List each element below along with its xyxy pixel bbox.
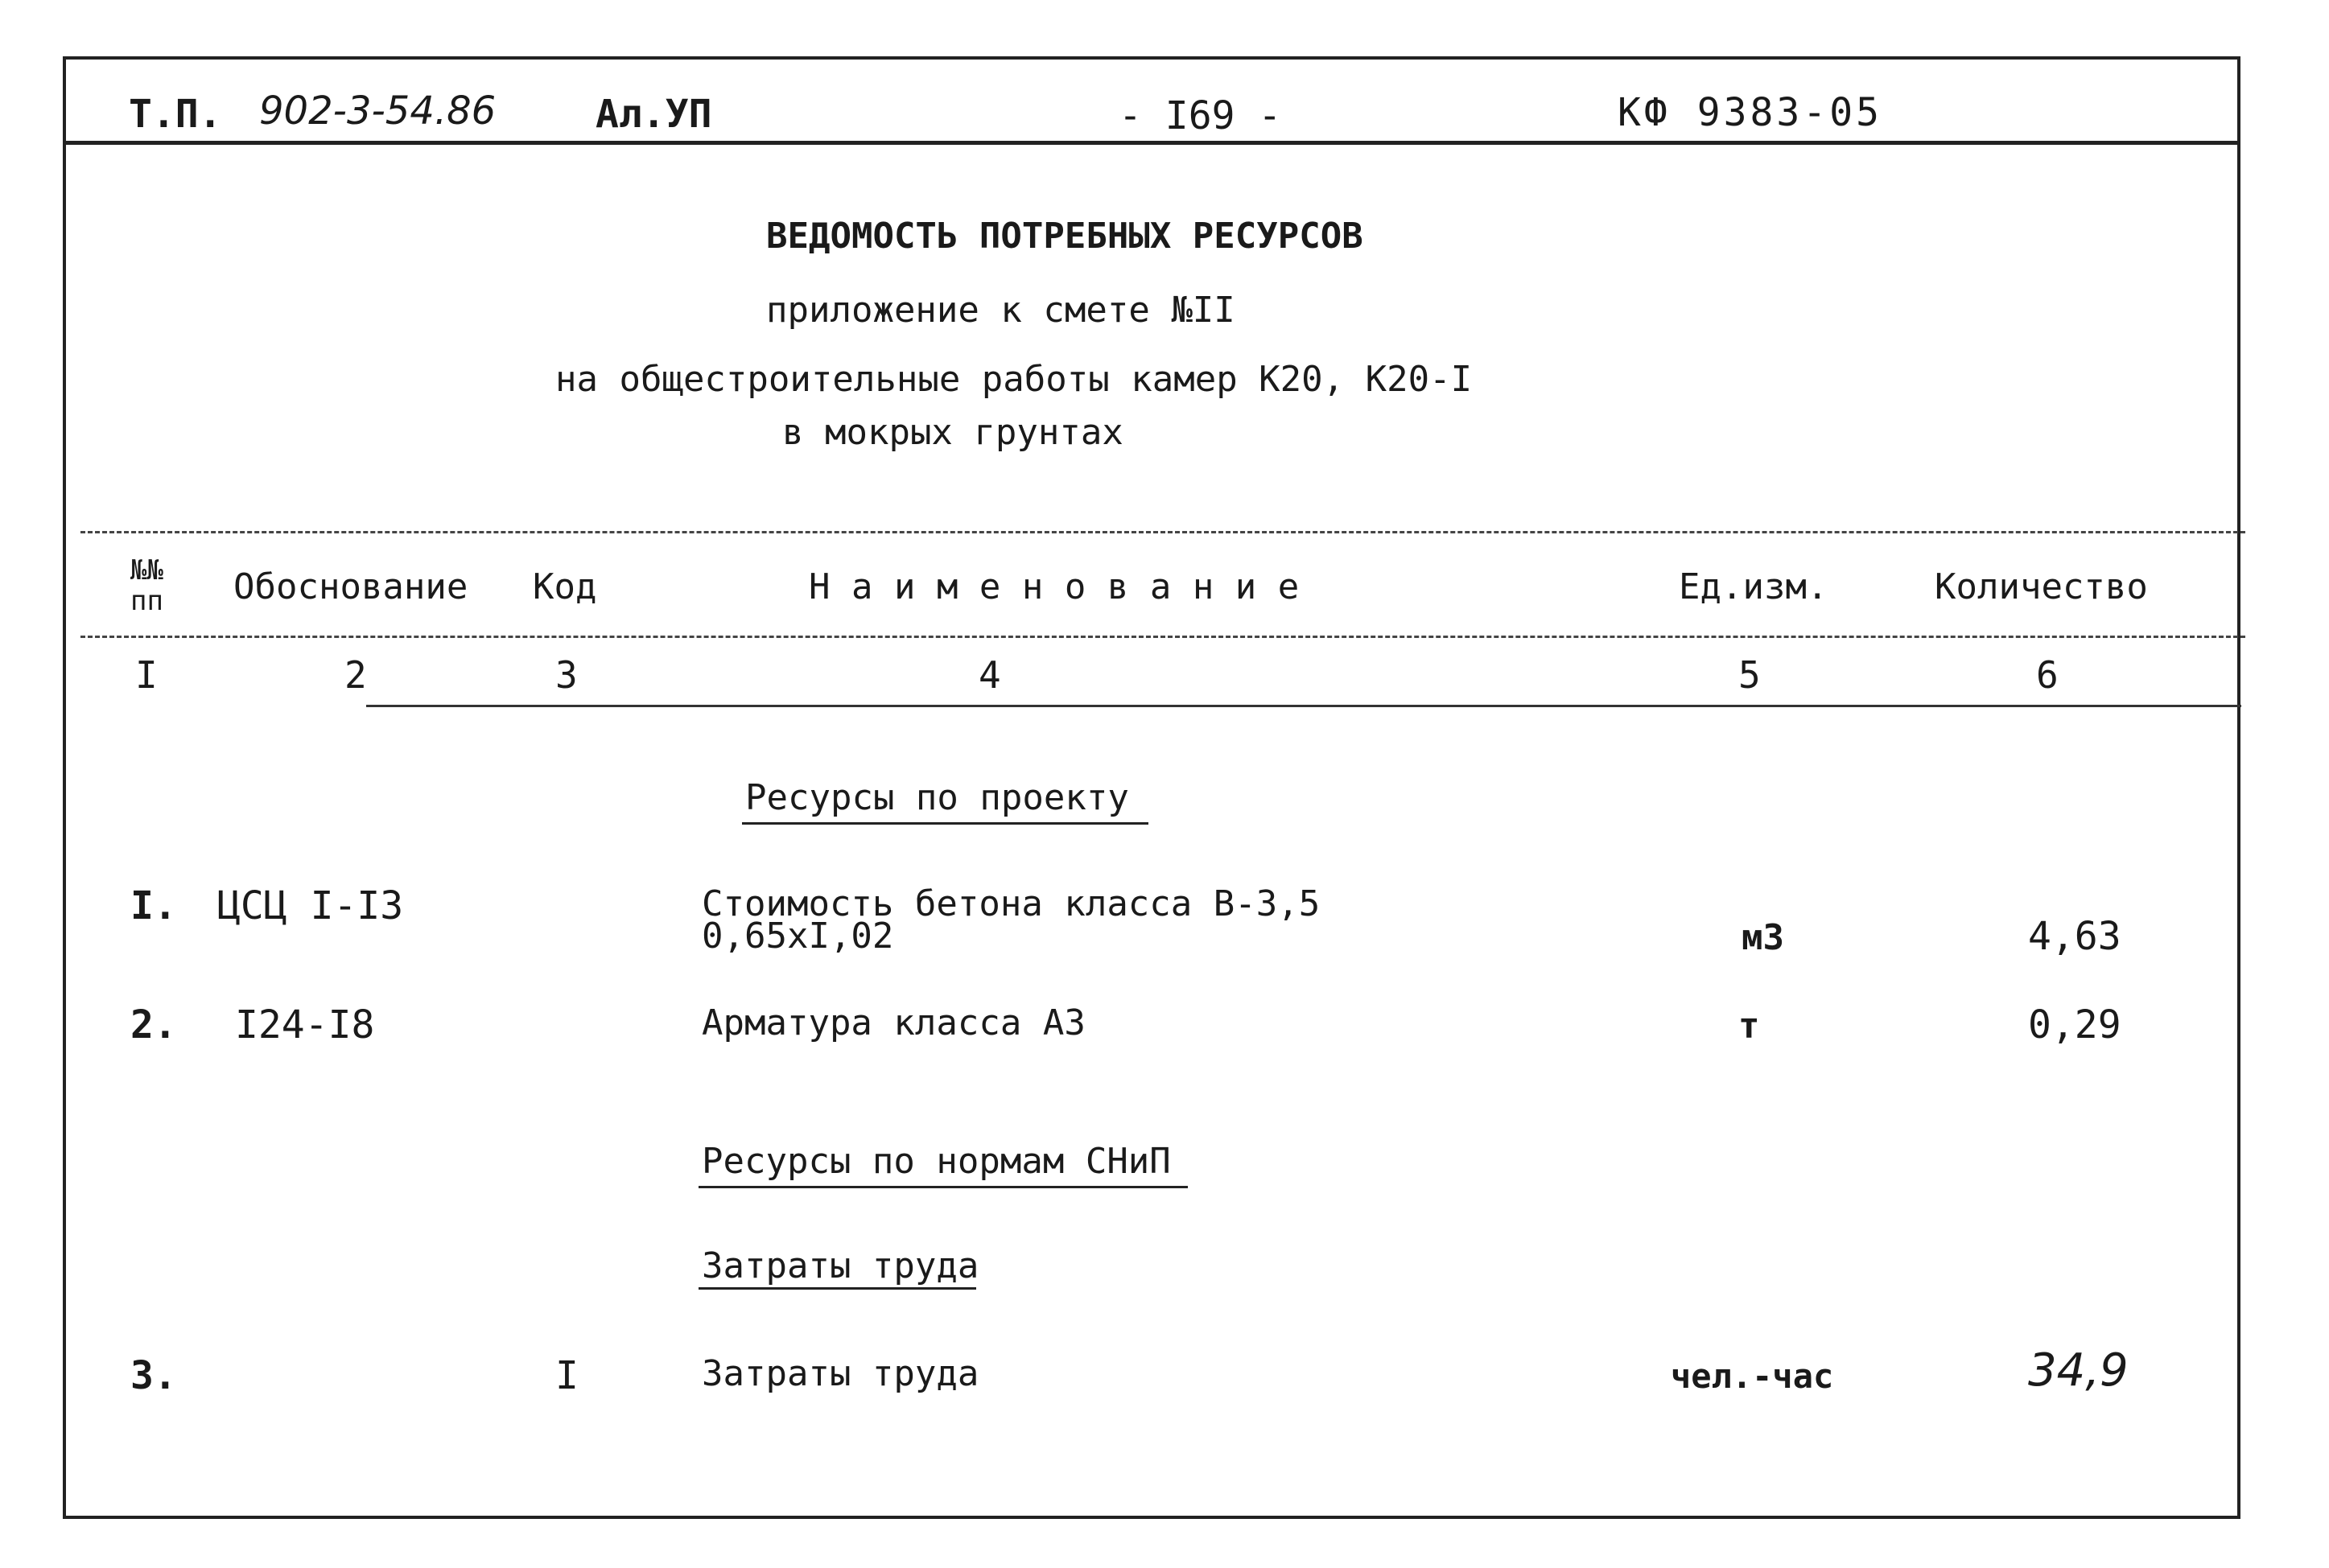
tp-label: Т.П. <box>129 92 222 137</box>
header-divider <box>66 141 2237 145</box>
project-number: 902-3-54.86 <box>259 88 497 134</box>
row-name: Арматура класса А3 <box>702 1002 1086 1043</box>
table-header-rule <box>80 636 2245 638</box>
page-number: - I69 - <box>1119 93 1282 138</box>
document-subject: на общестроительные работы камер К20, К20-I <box>555 359 1473 400</box>
row-name-formula: 0,65хI,02 <box>702 916 894 957</box>
row-unit: м3 <box>1742 917 1784 958</box>
col-number-5: 5 <box>1738 653 1761 697</box>
col-header-code: Код <box>533 566 597 607</box>
col-number-1: I <box>135 653 158 697</box>
row-code: I <box>555 1353 579 1398</box>
album-label: Ал.УП <box>596 92 712 137</box>
col-number-3: 3 <box>555 653 578 697</box>
row-quantity: 34,9 <box>2028 1344 2129 1397</box>
section-labor: Затраты труда <box>702 1245 979 1286</box>
row-basis: ЦСЦ I-I3 <box>217 883 404 928</box>
document-subtitle: приложение к смете №II <box>766 290 1235 331</box>
row-name: Стоимость бетона класса В-3,5 <box>702 883 1321 924</box>
col-number-6: 6 <box>2036 653 2059 697</box>
section-project-underline <box>742 822 1148 825</box>
section-norms-resources: Ресурсы по нормам СНиП <box>702 1141 1171 1182</box>
document-code: КФ 9383-05 <box>1618 90 1882 135</box>
col-header-qty: Количество <box>1935 566 2148 607</box>
row-unit: т <box>1738 1006 1760 1047</box>
col-number-2: 2 <box>344 653 367 697</box>
row-quantity: 0,29 <box>2028 1002 2121 1047</box>
row-basis: I24-I8 <box>235 1002 375 1047</box>
document-conditions: в мокрых грунтах <box>782 412 1123 453</box>
page-frame <box>63 56 2240 1519</box>
row-quantity: 4,63 <box>2028 914 2121 959</box>
col-header-name: Н а и м е н о в а н и е <box>809 566 1300 607</box>
col-number-4: 4 <box>979 653 1001 697</box>
row-number: I. <box>130 883 177 928</box>
col-header-basis: Обоснование <box>233 566 468 607</box>
document-title: ВЕДОМОСТЬ ПОТРЕБНЫХ РЕСУРСОВ <box>766 216 1363 257</box>
row-number: 3. <box>130 1353 177 1398</box>
section-norms-underline <box>699 1186 1188 1188</box>
table-top-rule <box>80 531 2245 533</box>
section-project-resources: Ресурсы по проекту <box>745 777 1129 818</box>
row-number: 2. <box>130 1002 177 1047</box>
row-unit: чел.-час <box>1671 1356 1834 1396</box>
section-labor-underline <box>699 1287 976 1290</box>
col-header-unit: Ед.изм. <box>1679 566 1828 607</box>
col-header-num: №№ пп <box>130 554 163 617</box>
table-number-rule <box>366 705 2241 707</box>
row-name: Затраты труда <box>702 1353 979 1394</box>
